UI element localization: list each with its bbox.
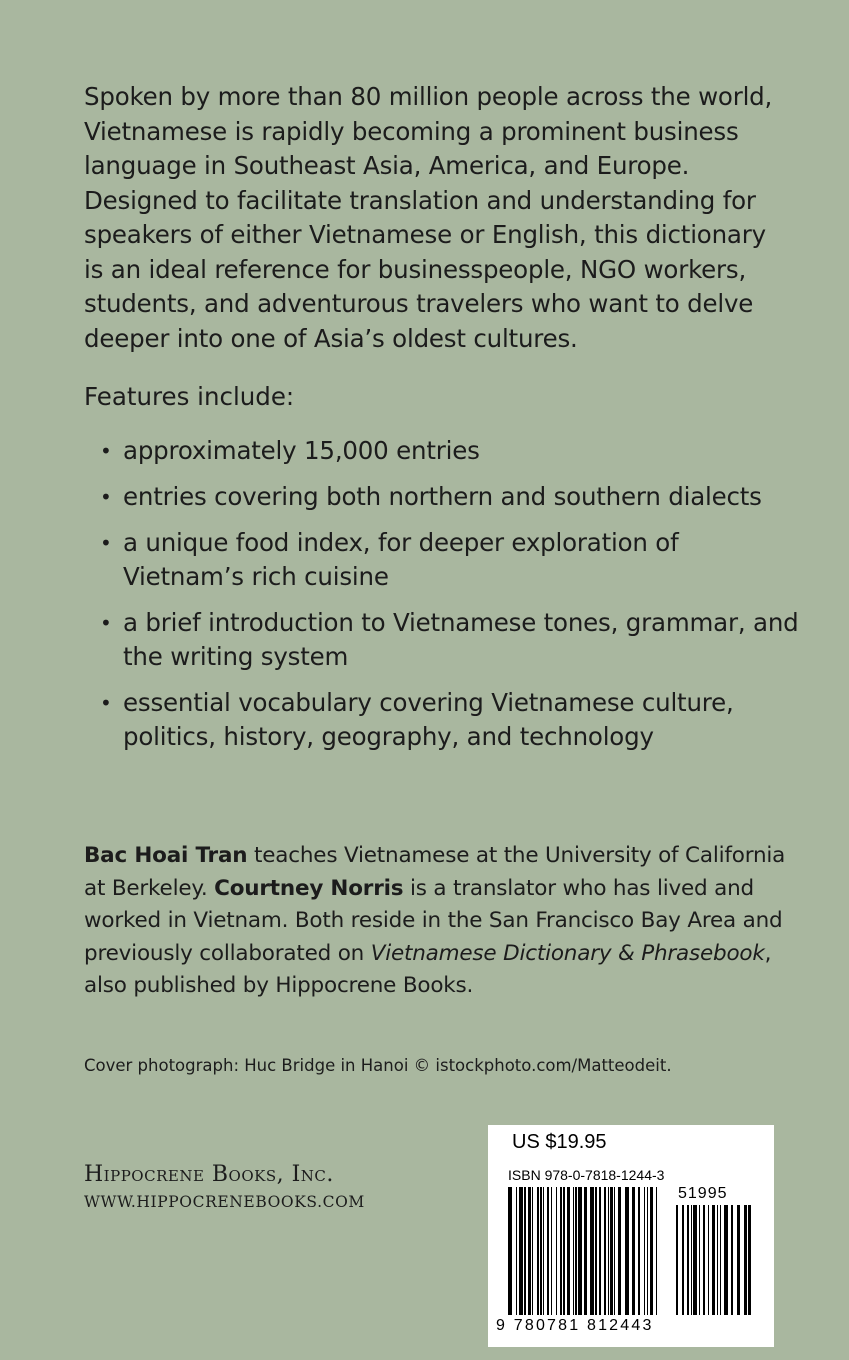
author-name: Courtney Norris <box>214 875 404 901</box>
isbn-label: ISBN 978-0-7818-1244-3 <box>508 1167 665 1183</box>
feature-item: • entries covering both northern and southern dialects <box>100 480 800 514</box>
barcode-bar <box>551 1187 552 1315</box>
feature-item: • essential vocabulary covering Vietnamese culture, politics, history, geography, and technology <box>100 688 734 751</box>
barcode-bar <box>744 1205 747 1315</box>
barcode-bar <box>575 1187 577 1315</box>
barcode-bar <box>682 1205 684 1315</box>
barcode-bar <box>699 1205 700 1315</box>
supplement-code: 51995 <box>678 1185 728 1202</box>
publisher-block <box>84 1160 365 1214</box>
barcode-bar <box>540 1187 542 1315</box>
publisher-url: WWW.HIPPOCRENEBOOKS.COM <box>84 1193 365 1211</box>
features-heading: Features include: <box>84 382 295 411</box>
barcode-bar <box>610 1187 613 1315</box>
barcode-bar <box>708 1205 709 1315</box>
barcode-bar <box>632 1187 635 1315</box>
price-label: US $19.95 <box>512 1131 607 1153</box>
barcode-bar <box>737 1205 740 1315</box>
barcode-bar <box>656 1187 657 1315</box>
barcode-bar <box>595 1187 597 1315</box>
bullet-icon: • <box>100 531 112 555</box>
barcode-bar <box>712 1205 715 1315</box>
barcode-bar <box>556 1187 557 1315</box>
features-list <box>100 434 800 766</box>
author-bio: Bac Hoai Tran teaches Vietnamese at the University of California at Berkeley. Courtney Norris is a translator who has lived and worked in Vietnam. Both reside in the San Francisco Bay Area and previously collaborated on Vietnamese Dictionary & Phrasebook, also published by Hippocrene Books. <box>84 843 786 998</box>
barcode-bar <box>614 1187 615 1315</box>
bullet-icon: • <box>100 611 112 635</box>
bullet-icon: • <box>100 439 112 463</box>
barcode-bar <box>676 1205 678 1315</box>
barcode-icon <box>488 1125 774 1347</box>
bullet-icon: • <box>100 691 112 715</box>
barcode-bar <box>543 1187 544 1315</box>
barcode-bar <box>731 1205 733 1315</box>
barcode-bar <box>532 1187 533 1315</box>
barcode-bar <box>717 1205 718 1315</box>
barcode-bar <box>563 1187 565 1315</box>
barcode-bar <box>650 1187 653 1315</box>
barcode-bar <box>537 1187 539 1315</box>
barcode-bar <box>703 1205 705 1315</box>
barcode-bar <box>647 1187 648 1315</box>
barcode-bar <box>625 1187 629 1315</box>
feature-item: • approximately 15,000 entries <box>100 434 800 468</box>
barcode-bar <box>547 1187 549 1315</box>
barcode-bar <box>604 1187 606 1315</box>
barcode-bar <box>516 1187 517 1315</box>
author-name: Bac Hoai Tran <box>84 843 248 868</box>
barcode-bar <box>638 1187 640 1315</box>
photo-credit: Cover photograph: Huc Bridge in Hanoi © istockphoto.com/Matteodeit. <box>84 1056 672 1075</box>
barcode-bar <box>578 1187 582 1315</box>
description-paragraph: Spoken by more than 80 million people across the world, Vietnamese is rapidly becoming a prominent business language in Southeast Asia, America, and Europe. Designed to facilitate translation and understanding for speakers of either Vietnamese or English, this dictionary is an ideal reference for businesspeople, NGO workers, students, and adventurous travelers who want to delve deeper into one of Asia’s oldest cultures. <box>84 82 773 353</box>
barcode-bar <box>584 1187 587 1315</box>
barcode-bar <box>644 1187 645 1315</box>
feature-item: • a brief introduction to Vietnamese tones, grammar, and the writing system <box>100 608 799 671</box>
publisher-name: Hippocrene Books, Inc. <box>84 1162 334 1187</box>
barcode-bar <box>608 1187 609 1315</box>
barcode-panel <box>488 1125 774 1347</box>
barcode-bar <box>528 1187 531 1315</box>
feature-item: • a unique food index, for deeper exploration of Vietnam’s rich cuisine <box>100 528 679 591</box>
ean-number: 9 780781 812443 <box>496 1317 654 1334</box>
barcode-bar <box>687 1205 689 1315</box>
barcode-bar <box>590 1187 594 1315</box>
barcode-bar <box>599 1187 601 1315</box>
barcode-bar <box>691 1205 692 1315</box>
barcode-bar <box>724 1205 728 1315</box>
barcode-bar <box>748 1205 751 1315</box>
bullet-icon: • <box>100 485 112 509</box>
barcode-bar <box>693 1205 697 1315</box>
barcode-bar <box>560 1187 562 1315</box>
barcode-bar <box>508 1187 512 1315</box>
barcode-bar <box>573 1187 574 1315</box>
barcode-bar <box>519 1187 523 1315</box>
barcode-bar <box>618 1187 621 1315</box>
barcode-bar <box>720 1205 721 1315</box>
barcode-bar <box>567 1187 570 1315</box>
book-title: Vietnamese Dictionary & Phrasebook <box>370 940 765 966</box>
barcode-bar <box>524 1187 526 1315</box>
